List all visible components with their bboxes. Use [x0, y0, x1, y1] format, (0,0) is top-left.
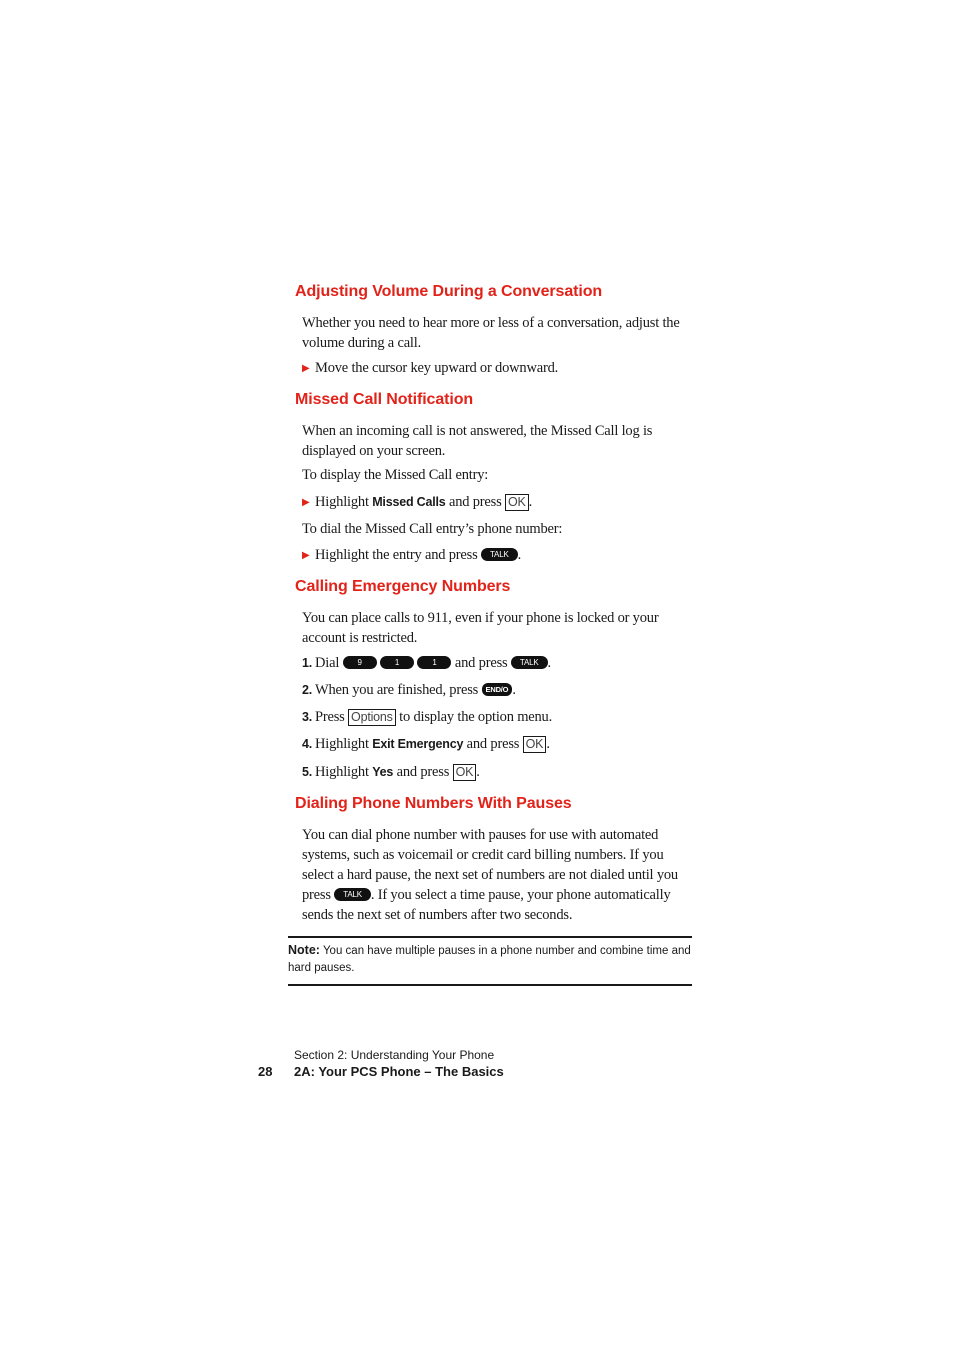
text: and press [463, 736, 523, 752]
text: Highlight the entry and press [315, 547, 481, 563]
text: . [546, 736, 550, 752]
paragraph-adjusting-volume: Whether you need to hear more or less of a conversation, adjust the volume during a call. [302, 315, 680, 351]
talk-key-icon: TALK [511, 656, 548, 669]
step-4 [302, 736, 550, 753]
bullet-arrow-icon: ▶ [302, 497, 310, 508]
bullet-text: Move the cursor key upward or downward. [315, 360, 559, 376]
text: When you are finished, press [315, 682, 482, 698]
step-3 [302, 709, 552, 726]
step-number: 3. [302, 710, 313, 724]
heading-missed-call: Missed Call Notification [295, 391, 474, 408]
step-2 [302, 682, 516, 699]
key-1-icon: 1 [380, 656, 414, 669]
intro-display-missed: To display the Missed Call entry: [302, 467, 489, 483]
text: . [476, 764, 480, 780]
footer-chapter: 2A: Your PCS Phone – The Basics [294, 1064, 504, 1079]
text: and press [393, 764, 453, 780]
bullet-move-cursor [302, 360, 558, 377]
text: . If you select a time pause, your phone automatically sends the next set of numbers after two seconds. [302, 887, 671, 923]
step-1 [302, 655, 551, 672]
paragraph-dialing-pauses [302, 825, 694, 925]
ok-softkey: OK [523, 736, 547, 753]
step-number: 1. [302, 656, 313, 670]
text: Highlight [315, 736, 373, 752]
ok-softkey: OK [505, 494, 529, 511]
footer-section: Section 2: Understanding Your Phone [294, 1048, 495, 1062]
intro-dial-missed: To dial the Missed Call entry’s phone number: [302, 521, 563, 537]
talk-key-icon: TALK [481, 548, 518, 561]
step-5 [302, 764, 480, 781]
text: Highlight [315, 764, 373, 780]
text: . [547, 655, 551, 671]
heading-emergency: Calling Emergency Numbers [295, 578, 511, 595]
keyword-exit-emergency: Exit Emergency [372, 737, 464, 751]
step-number: 5. [302, 765, 313, 779]
text: to display the option menu. [395, 709, 553, 725]
text: Press [315, 709, 349, 725]
text: and press [451, 655, 511, 671]
text: You can dial phone number with pauses for use with automated systems, such as voicemail or credit card billing numbers. If you select a hard pause, the next set of numbers are not dialed until you press [302, 827, 678, 903]
step-number: 4. [302, 737, 313, 751]
bullet-arrow-icon: ▶ [302, 363, 310, 374]
text: and press [445, 494, 505, 510]
text: Highlight [315, 494, 373, 510]
text: . [528, 494, 533, 510]
note-label: Note: [288, 943, 320, 957]
talk-key-icon: TALK [334, 888, 371, 901]
bullet-highlight-missed-calls [302, 494, 532, 511]
text: Dial [315, 655, 343, 671]
step-number: 2. [302, 683, 313, 697]
text: . [512, 682, 516, 698]
end-key-icon: END/O [482, 683, 513, 696]
heading-dialing-pauses: Dialing Phone Numbers With Pauses [295, 795, 572, 812]
keyword-missed-calls: Missed Calls [372, 495, 446, 509]
bullet-highlight-entry [302, 547, 521, 564]
paragraph-missed-call: When an incoming call is not answered, the Missed Call log is displayed on your screen. [302, 423, 653, 459]
note-text: You can have multiple pauses in a phone number and combine time and hard pauses. [288, 945, 691, 974]
key-1-icon: 1 [417, 656, 451, 669]
paragraph-emergency: You can place calls to 911, even if your phone is locked or your account is restricted. [302, 610, 659, 646]
page-number: 28 [258, 1064, 273, 1079]
ok-softkey: OK [453, 764, 477, 781]
note-box [288, 936, 692, 986]
heading-adjusting-volume: Adjusting Volume During a Conversation [295, 283, 603, 300]
options-softkey: Options [348, 709, 396, 726]
bullet-arrow-icon: ▶ [302, 550, 310, 561]
keyword-yes: Yes [372, 765, 394, 779]
key-9-icon: 9 [343, 656, 377, 669]
text: . [517, 547, 522, 563]
